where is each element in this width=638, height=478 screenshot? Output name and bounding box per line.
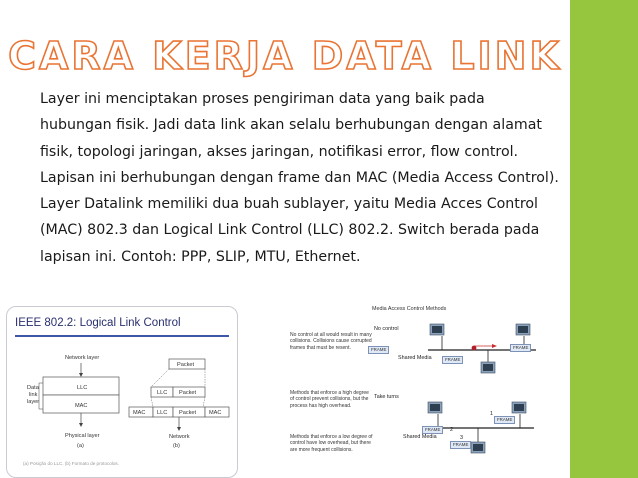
take-turns-label: Take turns xyxy=(374,394,399,400)
data-link-layer-label: Data xyxy=(27,385,39,391)
mac-figure-title: Media Access Control Methods xyxy=(372,306,447,312)
frame-box-1: FRAME xyxy=(368,346,389,354)
frame-box-4: FRAME xyxy=(422,426,443,434)
accent-bar xyxy=(570,0,638,478)
no-control-label: No control xyxy=(374,326,399,332)
llc-label-a: LLC xyxy=(77,385,88,391)
mac-methods-figure xyxy=(288,298,558,478)
slide-body-text: Layer ini menciptakan proses pengiriman data yang baik pada hubungan fisik. Jadi data link akan selalu berhubungan dengan alamat fisik, topologi jaringan, akses jaringan, notifikasi error, flow control. Lapisan ini berhubungan dengan frame dan MAC (Media Access Control). Layer Datalink memiliki dua buah sublayer, yaitu Media Acces Control (MAC) 802.3 dan Logical Link Control (LLC) 802.2. Switch berada pada lapisan ini. Contoh: PPP, SLIP, MTU, Ethernet. xyxy=(40,91,559,265)
shared-media-label-1: Shared Media xyxy=(398,355,432,361)
mac-label-b-left: MAC xyxy=(133,410,146,416)
network-label: Network xyxy=(169,434,190,440)
llc-diagram xyxy=(7,339,238,478)
packet-label-top: Packet xyxy=(177,362,195,368)
llc-figure-footer: (a) Posição do LLC. (b) Formato de protocolos. xyxy=(23,461,120,466)
packet-label-bottom: Packet xyxy=(179,410,197,416)
take-turns-description: Methods that enforce a high degree of control prevent collisions, but the process has high overhead. xyxy=(290,390,369,409)
physical-layer-label: Physical layer xyxy=(65,433,100,439)
mac-label-a: MAC xyxy=(75,403,88,409)
frame-box-6: FRAME xyxy=(450,441,471,449)
llc-figure xyxy=(6,306,238,478)
caption-a: (a) xyxy=(77,443,84,449)
mac-label-b-right: MAC xyxy=(209,410,222,416)
llc-figure-heading: IEEE 802.2: Logical Link Control xyxy=(15,317,181,329)
llc-label-b2: LLC xyxy=(157,410,168,416)
llc-label-b: LLC xyxy=(157,390,168,396)
step-3-label: 3 xyxy=(460,435,463,441)
step-1-label: 1 xyxy=(490,411,493,417)
svg-text:layer: layer xyxy=(27,399,40,405)
caption-b: (b) xyxy=(173,443,180,449)
slide-title: CARA KERJA DATA LINK xyxy=(8,34,562,78)
packet-label-mid: Packet xyxy=(179,390,197,396)
low-control-description: Methods that enforce a low degree of control have low overhead, but there are more frequent collisions. xyxy=(290,434,373,453)
shared-media-label-2: Shared Media xyxy=(403,434,437,440)
frame-box-5: FRAME xyxy=(494,416,515,424)
llc-figure-rule xyxy=(15,335,229,337)
frame-box-3: FRAME xyxy=(442,356,463,364)
no-control-description: No control at all would result in many collisions. Collisions cause corrupted frames that must be resent. xyxy=(290,332,372,351)
svg-text:link: link xyxy=(29,392,38,398)
frame-box-2: FRAME xyxy=(510,344,531,352)
network-layer-label: Network layer xyxy=(65,355,100,361)
step-2-label: 2 xyxy=(450,427,453,433)
